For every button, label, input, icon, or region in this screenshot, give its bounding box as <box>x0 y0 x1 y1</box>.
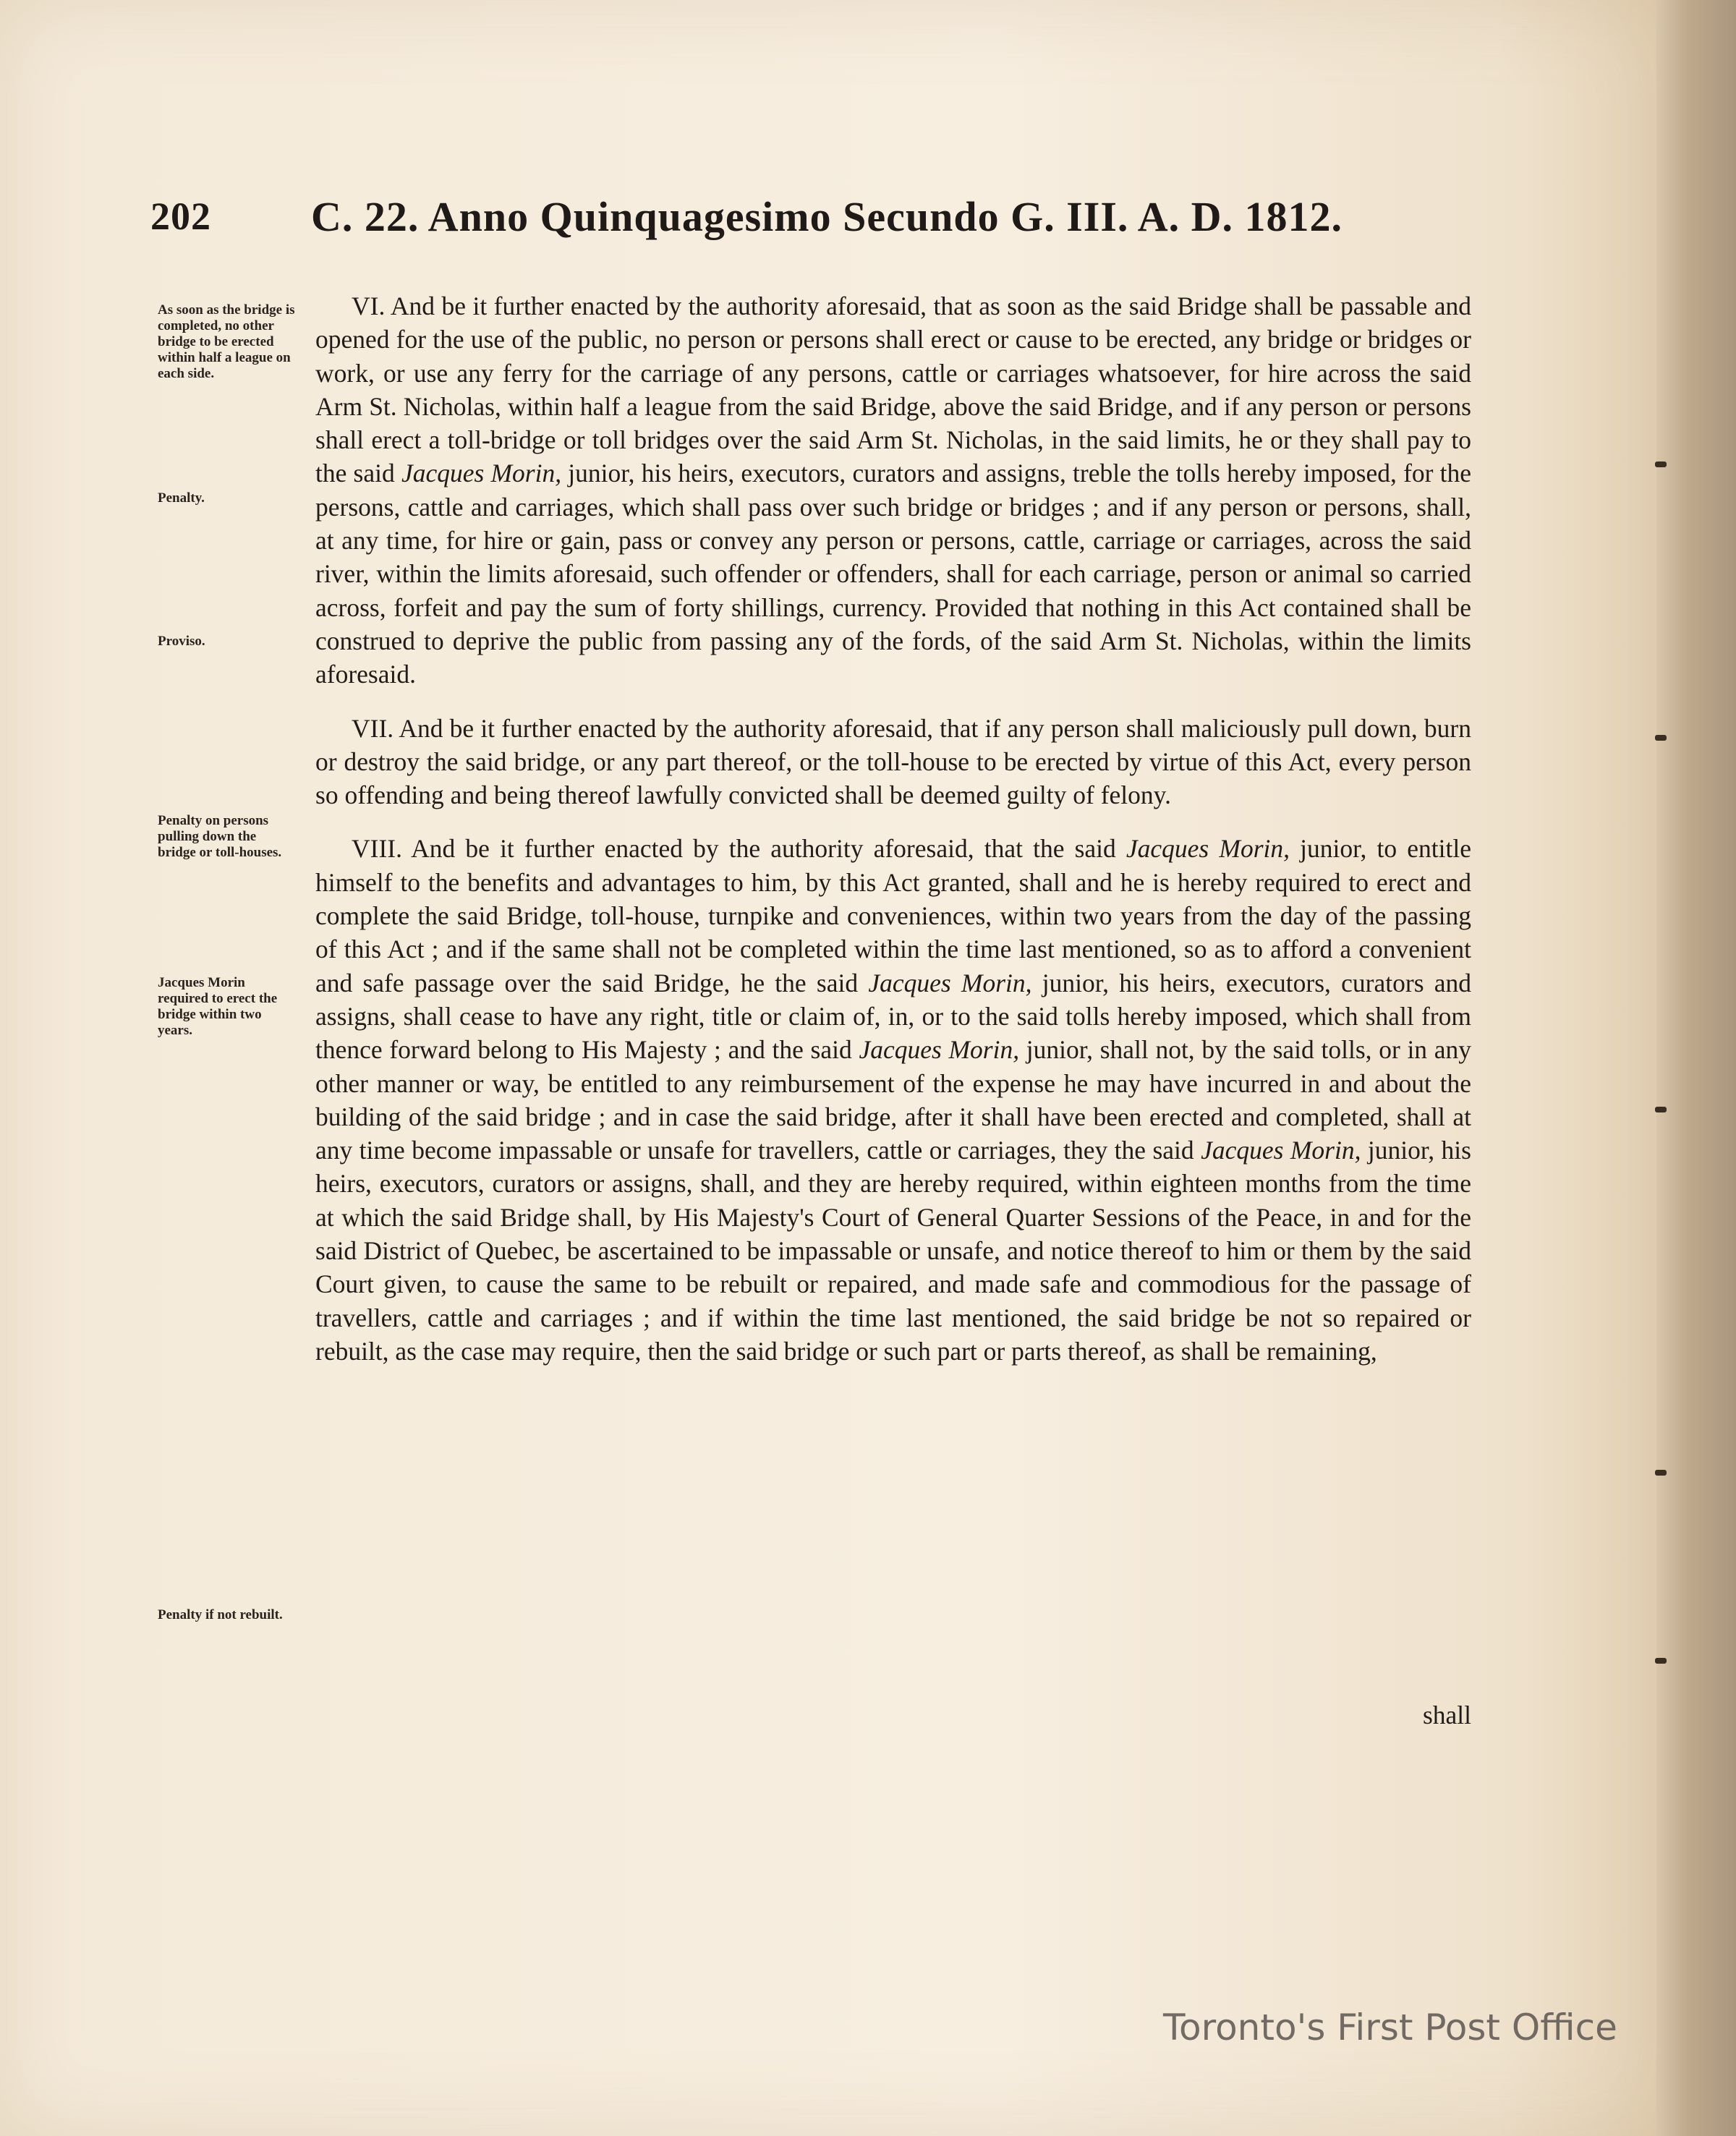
page-number: 202 <box>150 195 211 238</box>
statute-text <box>315 289 1471 1368</box>
name-jacques-morin: Jacques Morin, <box>1201 1136 1361 1165</box>
section-viii: VIII. And be it further enacted by the authority aforesaid, that the said Jacques Morin, junior, to entitle himself to the benefits and advantages to him, by this Act granted, shall and he is hereby required to erect and complete the said Bridge, toll-house, turnpike and conveniences, within two years from the day of the passing of this Act ; and if the same shall not be completed within the time last mentioned, so as to afford a convenient and safe passage over the said Bridge, he the said Jacques Morin, junior, his heirs, executors, curators and assigns, shall cease to have any right, title or claim of, in, or to the said tolls hereby imposed, which shall from thence forward belong to His Majesty ; and the said Jacques Morin, junior, shall not, by the said tolls, or in any other manner or way, be entitled to any reimbursement of the expense he may have incurred in and about the building of the said bridge ; and in case the said bridge, after it shall have been erected and completed, shall at any time become impassable or unsafe for travellers, cattle or carriages, they the said Jacques Morin, junior, his heirs, executors, curators or assigns, shall, and they are hereby required, within eighteen months from the time at which the said Bridge shall, by His Majesty's Court of General Quarter Sessions of the Peace, in and for the said District of Quebec, be ascertained to be impassable or unsafe, and notice thereof to him or them by the said Court given, to cause the same to be rebuilt or repaired, and made safe and commodious for the passage of travellers, cattle and carriages ; and if within the time last mentioned, the said bridge be not so repaired or rebuilt, as the case may require, then the said bridge or such part or parts thereof, as shall be remaining, <box>315 834 1472 1366</box>
name-jacques-morin: Jacques Morin, <box>868 968 1032 997</box>
binding-stitch <box>1655 1658 1667 1664</box>
watermark-text: Toronto's First Post Office <box>1163 2007 1617 2048</box>
sidenote-penalty-if-not-rebuilt: Penalty if not rebuilt. <box>158 1607 283 1622</box>
page-edge-binding <box>1656 0 1736 2136</box>
binding-stitch <box>1655 735 1667 741</box>
name-jacques-morin: Jacques Morin, <box>401 459 562 488</box>
binding-stitch <box>1655 461 1667 467</box>
section-vii: VII. And be it further enacted by the authority aforesaid, that if any person shall maliciously pull down, burn or destroy the said bridge, or any part thereof, or the toll-house to be erected by virtue of this Act, every person so offending and being thereof lawfully convicted shall be deemed guilty of felony. <box>315 713 1471 810</box>
binding-stitch <box>1655 1470 1667 1476</box>
binding-stitch <box>1655 1107 1667 1112</box>
name-jacques-morin: Jacques Morin, <box>1126 834 1290 864</box>
section-vi: VI. And be it further enacted by the authority aforesaid, that as soon as the said Bridge shall be passable and opened for the use of the public, no person or persons shall erect or cause to be erected, any bridge or bridges or work, or use any ferry for the carriage of any persons, cattle or carriages whatsoever, for hire across the said Arm St. Nicholas, within half a league from the said Bridge, above the said Bridge, and if any person or persons shall erect a toll-bridge or toll bridges over the said Arm St. Nicholas, in the said limits, he or they shall pay to the said Jacques Morin, junior, his heirs, executors, curators and assigns, treble the tolls hereby imposed, for the persons, cattle and carriages, which shall pass over such bridge or bridges ; and if any person or persons, shall, at any time, for hire or gain, pass or convey any person or persons, cattle, carriage or carriages, across the said river, within the limits aforesaid, such offender or offenders, shall for each carriage, person or animal so carried across, forfeit and pay the sum of forty shillings, currency. Provided that nothing in this Act contained shall be construed to deprive the public from passing any of the fords, of the said Arm St. Nicholas, within the limits aforesaid. <box>315 292 1472 689</box>
catchword: shall <box>1422 1701 1471 1729</box>
name-jacques-morin: Jacques Morin, <box>859 1035 1020 1065</box>
sidenote-penalty: Penalty. <box>158 490 205 506</box>
sidenote-proviso: Proviso. <box>158 634 205 649</box>
sidenote-pulling-down-penalty: Penalty on persons pulling down the bridge or toll-houses. <box>158 813 282 860</box>
sidenote-erect-within-two-years: Jacques Morin required to erect the bridge within two years. <box>158 975 278 1038</box>
sidenote-no-other-bridge: As soon as the bridge is completed, no other bridge to be erected within half a league on each side. <box>158 302 295 381</box>
running-title: C. 22. Anno Quinquagesimo Secundo G. III. A. D. 1812. <box>311 193 1343 240</box>
